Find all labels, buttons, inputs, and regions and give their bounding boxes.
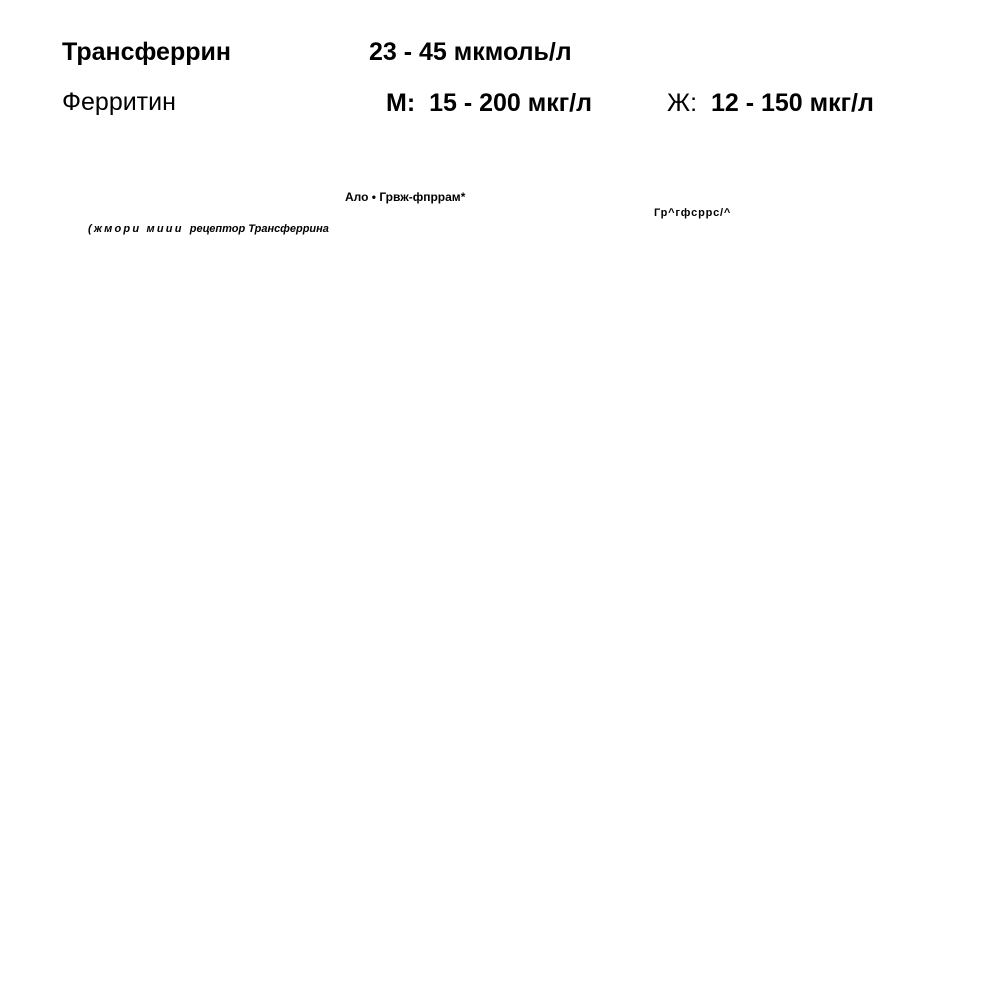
receptor-prefix: (жмори миии [88,223,184,235]
ferritin-male-label: М: [386,89,416,117]
transferrin-receptor-label [88,224,329,235]
ferritin-male-range: 15 - 200 мкг/л [429,89,592,117]
apo-transferrin-label: Ало • Грвж-фпррам* [345,190,466,204]
receptor-suffix: рецептор Трансферрина [189,223,329,235]
transferrin-name: Трансферрин [62,38,231,66]
transferrin-range: 23 - 45 мкмоль/л [369,38,572,66]
ferritin-female-range: 12 - 150 мкг/л [710,89,874,117]
ferritin-name: Ферритин [62,88,176,116]
ferritin-female-label: Ж: [667,89,698,117]
ferritin-female-norm [667,91,874,116]
transferrin-diagram-label: Гр^гфсррс/^ [654,207,732,219]
ferritin-male-norm [386,91,592,116]
